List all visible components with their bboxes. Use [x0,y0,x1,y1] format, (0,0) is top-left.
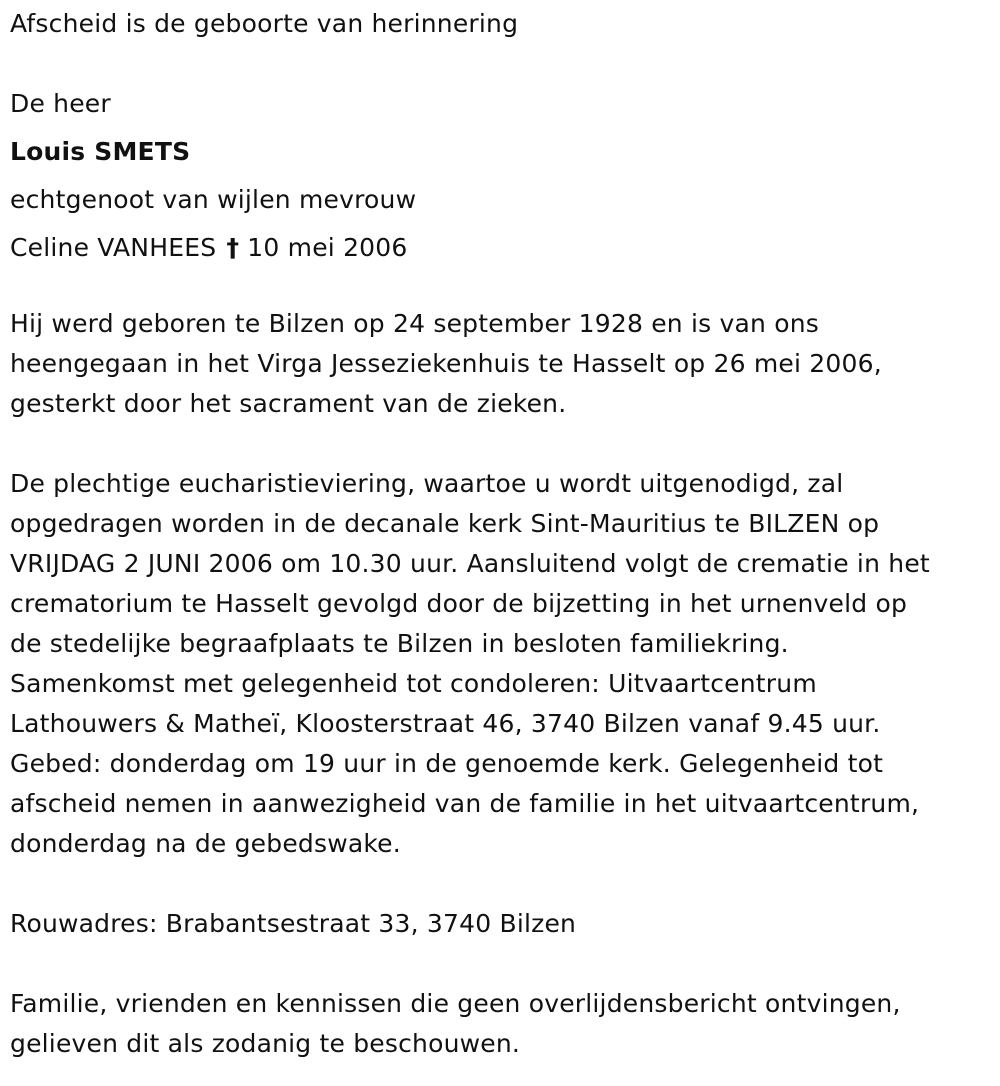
mourning-address: Rouwadres: Brabantsestraat 33, 3740 Bilzen [10,909,577,938]
spouse-line [10,224,985,272]
spouse-intro: echtgenoot van wijlen mevrouw [10,185,417,214]
spacer [10,424,985,464]
text-line: Familie, vrienden en kennissen die geen overlijdensbericht ontvingen, [10,989,901,1018]
spouse-name: Celine VANHEES [10,233,217,262]
text-line: Samenkomst met gelegenheid tot condoleren: Uitvaartcentrum [10,669,817,698]
text-line: crematorium te Hasselt gevolgd door de bijzetting in het urnenveld op [10,589,908,618]
text-line: opgedragen worden in de decanale kerk Sint-Mauritius te BILZEN op [10,509,880,538]
spacer [10,48,985,80]
motto: Afscheid is de geboorte van herinnering [10,9,519,38]
birth-death-paragraph [10,304,985,424]
spacer [10,864,985,904]
text-line: afscheid nemen in aanwezigheid van de familie in het uitvaartcentrum, [10,789,920,818]
text-line: Hij werd geboren te Bilzen op 24 september 1928 en is van ons [10,309,819,338]
salutation: De heer [10,89,111,118]
text-line: Lathouwers & Matheï, Kloosterstraat 46, 3740 Bilzen vanaf 9.45 uur. [10,709,881,738]
text-line: gesterkt door het sacrament van de zieken. [10,389,567,418]
spouse-death-date: 10 mei 2006 [247,233,408,262]
text-line: Gebed: donderdag om 19 uur in de genoemde kerk. Gelegenheid tot [10,749,884,778]
ceremony-paragraph [10,464,985,864]
text-line: De plechtige eucharistieviering, waartoe u wordt uitgenodigd, zal [10,469,844,498]
cross-icon: † [226,233,240,262]
text-line: heengegaan in het Virga Jesseziekenhuis te Hasselt op 26 mei 2006, [10,349,882,378]
spacer [10,272,985,304]
text-line: donderdag na de gebedswake. [10,829,401,858]
spacer [10,944,985,984]
deceased-name: Louis SMETS [10,137,191,166]
text-line: de stedelijke begraafplaats te Bilzen in besloten familiekring. [10,629,789,658]
obituary-document [10,0,985,1064]
text-line: VRIJDAG 2 JUNI 2006 om 10.30 uur. Aansluitend volgt de crematie in het [10,549,930,578]
closing-paragraph [10,984,985,1064]
text-line: gelieven dit als zodanig te beschouwen. [10,1029,521,1058]
